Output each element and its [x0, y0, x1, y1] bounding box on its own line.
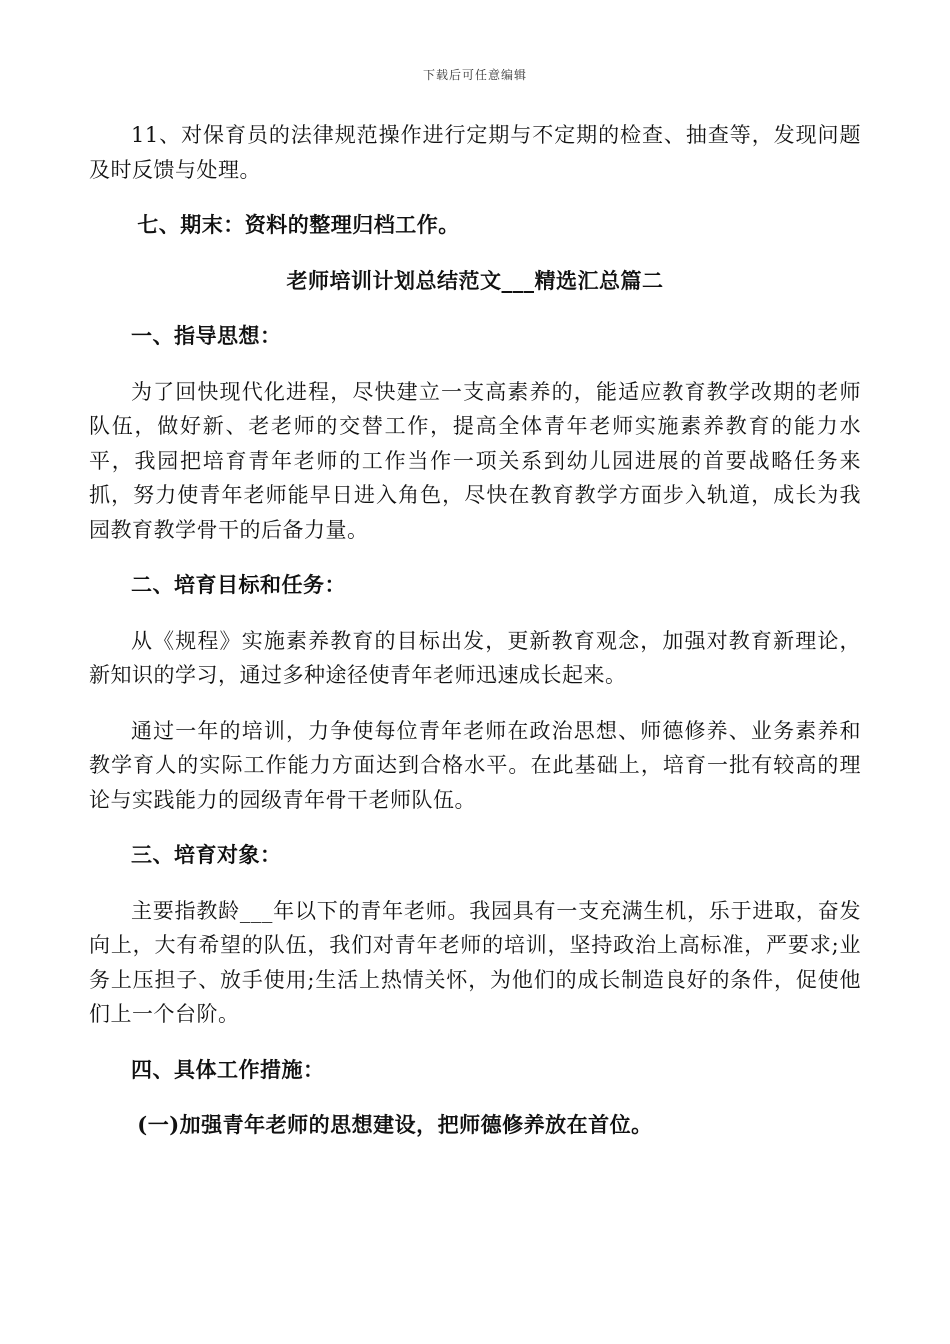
paragraph-training-target: 主要指教龄___年以下的青年老师。我园具有一支充满生机，乐于进取，奋发向上，大有希望的队伍，我们对青年老师的培训，坚持政治上高标准，严要求;业务上压担子、放手使用;生活上热情关怀，为他们的成长制造良好的条件，促使他们上一个台阶。: [89, 898, 861, 1026]
paragraph-goals: 从《规程》实施素养教育的目标出发，更新教育观念，加强对教育新理论，新知识的学习，通过多种途径使青年老师迅速成长起来。: [89, 628, 861, 687]
section-heading-goals-tasks: 二、培育目标和任务：: [131, 572, 346, 597]
section-heading-guiding-thought: 一、指导思想：: [131, 323, 282, 348]
paragraph-training-year: 通过一年的培训，力争使每位青年老师在政治思想、师德修养、业务素养和教学育人的实际工作能力方面达到合格水平。在此基础上，培育一批有较高的理论与实践能力的园级青年骨干老师队伍。: [89, 718, 861, 812]
paragraph-guiding-thought: 为了回快现代化进程，尽快建立一支高素养的，能适应教育教学改期的老师队伍，做好新、老老师的交替工作，提高全体青年老师实施素养教育的能力水平，我园把培育青年老师的工作当作一项关系到幼儿园进展的首要战略任务来抓，努力使青年老师能早日进入角色，尽快在教育教学方面步入轨道，成长为我园教育教学骨干的后备力量。: [89, 379, 861, 542]
header-note: 下载后可任意编辑: [422, 68, 527, 82]
document-body: [89, 118, 861, 1164]
section-heading-training-target: 三、培育对象：: [131, 842, 282, 867]
document-title: 老师培训计划总结范文___精选汇总篇二: [286, 267, 664, 293]
section-heading-final-term: 七、期末：资料的整理归档工作。: [137, 212, 460, 237]
section-heading-measures: 四、具体工作措施：: [131, 1056, 325, 1082]
paragraph-item-11: 11、对保育员的法律规范操作进行定期与不定期的检查、抽查等，发现问题及时反馈与处理。: [89, 123, 861, 182]
subsection-heading-ideology: (一)加强青年老师的思想建设，把师德修养放在首位。: [137, 1112, 653, 1137]
